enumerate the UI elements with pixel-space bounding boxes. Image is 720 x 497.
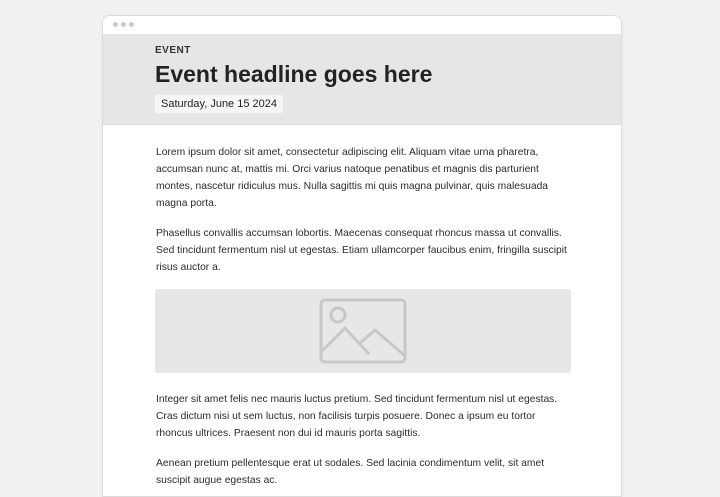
event-hero [103, 34, 621, 125]
body-paragraph-3: Integer sit amet felis nec mauris luctus pretium. Sed tincidunt fermentum nisl ut egestas. Cras dictum nisi ut sem luctus, non facilisis turpis posuere. Donec a ipsum eu tortor rhoncus ultrices. Praesent non dui id mauris porta sagittis. [156, 394, 558, 439]
event-eyebrow: EVENT [155, 45, 191, 56]
image-placeholder-icon [319, 298, 407, 364]
browser-window [102, 15, 622, 497]
body-paragraph-2: Phasellus convallis accumsan lobortis. Maecenas consequat rhoncus massa ut convallis. Sed tincidunt fermentum nisl ut egestas. Etiam ullamcorper faucibus enim, fringilla suscipit risus auctor a. [156, 228, 567, 273]
event-date-badge: Saturday, June 15 2024 [155, 95, 283, 113]
event-headline: Event headline goes here [155, 61, 433, 87]
window-titlebar [103, 16, 621, 34]
window-dot-2[interactable] [121, 22, 126, 27]
event-content [103, 125, 621, 489]
window-controls [113, 22, 134, 27]
window-dot-1[interactable] [113, 22, 118, 27]
body-paragraph-1: Lorem ipsum dolor sit amet, consectetur adipiscing elit. Aliquam vitae urna pharetra, accumsan nunc at, mattis mi. Orci varius natoque penatibus et magnis dis parturient montes, nascetur ridiculus mus. Nulla sagittis mi quis magna pulvinar, quis malesuada magna porta. [156, 147, 549, 209]
body-paragraph-4: Aenean pretium pellentesque erat ut sodales. Sed lacinia condimentum velit, sit amet suscipit augue egestas ac. [156, 458, 545, 486]
window-dot-3[interactable] [129, 22, 134, 27]
image-placeholder [155, 289, 571, 373]
